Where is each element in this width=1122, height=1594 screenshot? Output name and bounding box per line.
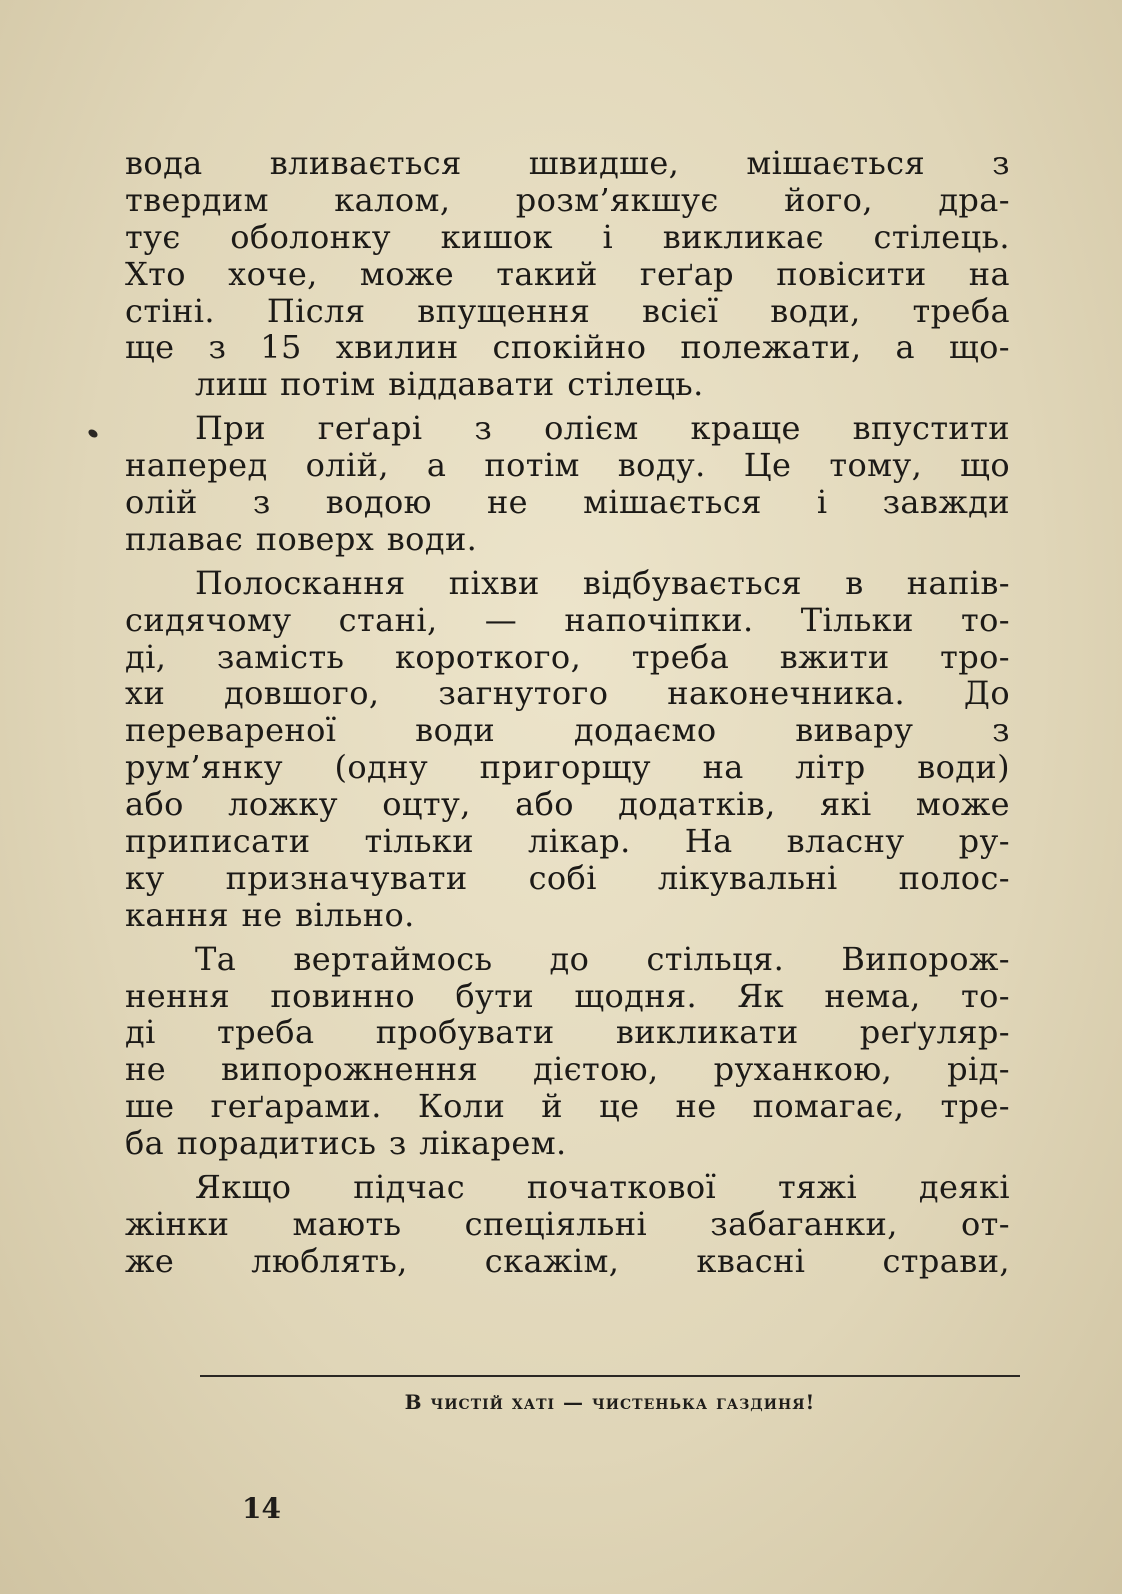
text-line: ба порадитись з лікарем. — [125, 1124, 567, 1163]
text-line: жінки мають спеціяльні забаганки, от- — [125, 1204, 1010, 1243]
text-line: твердим калом, розм’якшує його, дра- — [125, 180, 1010, 219]
text-line: сидячому стані, — напочіпки. Тільки то- — [125, 600, 1010, 639]
paragraph-oil-enema — [125, 410, 1010, 558]
paragraph-stool-return — [125, 941, 1010, 1162]
text-line: При геґарі з олієм краще впустити — [195, 409, 1010, 448]
footer-rule — [200, 1375, 1020, 1377]
text-line: переваренoї води додаємо вивару з — [125, 711, 1010, 750]
text-line: стіні. Після впущення всієї води, треба — [125, 291, 1010, 330]
text-line: же люблять, скажім, квасні страви, — [125, 1241, 1010, 1280]
ink-speck — [87, 428, 99, 439]
paragraph-vaginal-rinse — [125, 565, 1010, 934]
text-line: лиш потім віддавати стілець. — [195, 365, 704, 404]
text-line: або ложку оцту, або додатків, які може — [125, 785, 1010, 824]
text-line: Полоскання піхви відбувається в напів- — [195, 563, 1010, 602]
paragraph-continuation — [125, 145, 1010, 403]
text-line: наперед олій, а потім воду. Це тому, що — [125, 446, 1010, 485]
text-line: рум’янку (одну пригорщу на літр води) — [125, 748, 1010, 787]
text-line: ще з 15 хвилин спокійно полежати, а що- — [125, 328, 1010, 367]
text-line: кання не вільно. — [125, 895, 415, 934]
text-line: Якщо підчас початкової тяжі деякі — [195, 1168, 1010, 1207]
text-line: ше геґарами. Коли й це не помагає, тре- — [125, 1087, 1010, 1126]
text-line: ку призначувати собі лікувальні полос- — [125, 858, 1010, 897]
text-line: плаває поверх води. — [125, 519, 478, 558]
text-line: тує оболонку кишок і викликає стілець. — [125, 217, 1010, 256]
text-line: олій з водою не мішається і завжди — [125, 483, 1010, 522]
text-line: вода вливається швидше, мішається з — [125, 144, 1010, 182]
text-line: Хто хоче, може такий геґар повісити на — [125, 254, 1010, 293]
text-line: ді треба пробувати викликати реґуляр- — [125, 1013, 1010, 1052]
text-line: ді, замість короткого, треба вжити тро- — [125, 637, 1010, 676]
body-text — [125, 145, 1010, 1280]
page-number: 14 — [242, 1492, 281, 1525]
paragraph-cravings — [125, 1169, 1010, 1280]
text-line: Та вертаймось до стільця. Випорож- — [195, 939, 1010, 978]
footer-proverb: В чистій хаті — чистенька газдиня! — [404, 1390, 816, 1414]
text-line: не випорожнення дієтою, руханкою, рід- — [125, 1050, 1010, 1089]
text-line: приписати тільки лікар. На власну ру- — [125, 822, 1010, 861]
text-line: хи довшого, загнутого наконечника. До — [125, 674, 1010, 713]
text-line: нення повинно бути щодня. Як нема, то- — [125, 976, 1010, 1015]
